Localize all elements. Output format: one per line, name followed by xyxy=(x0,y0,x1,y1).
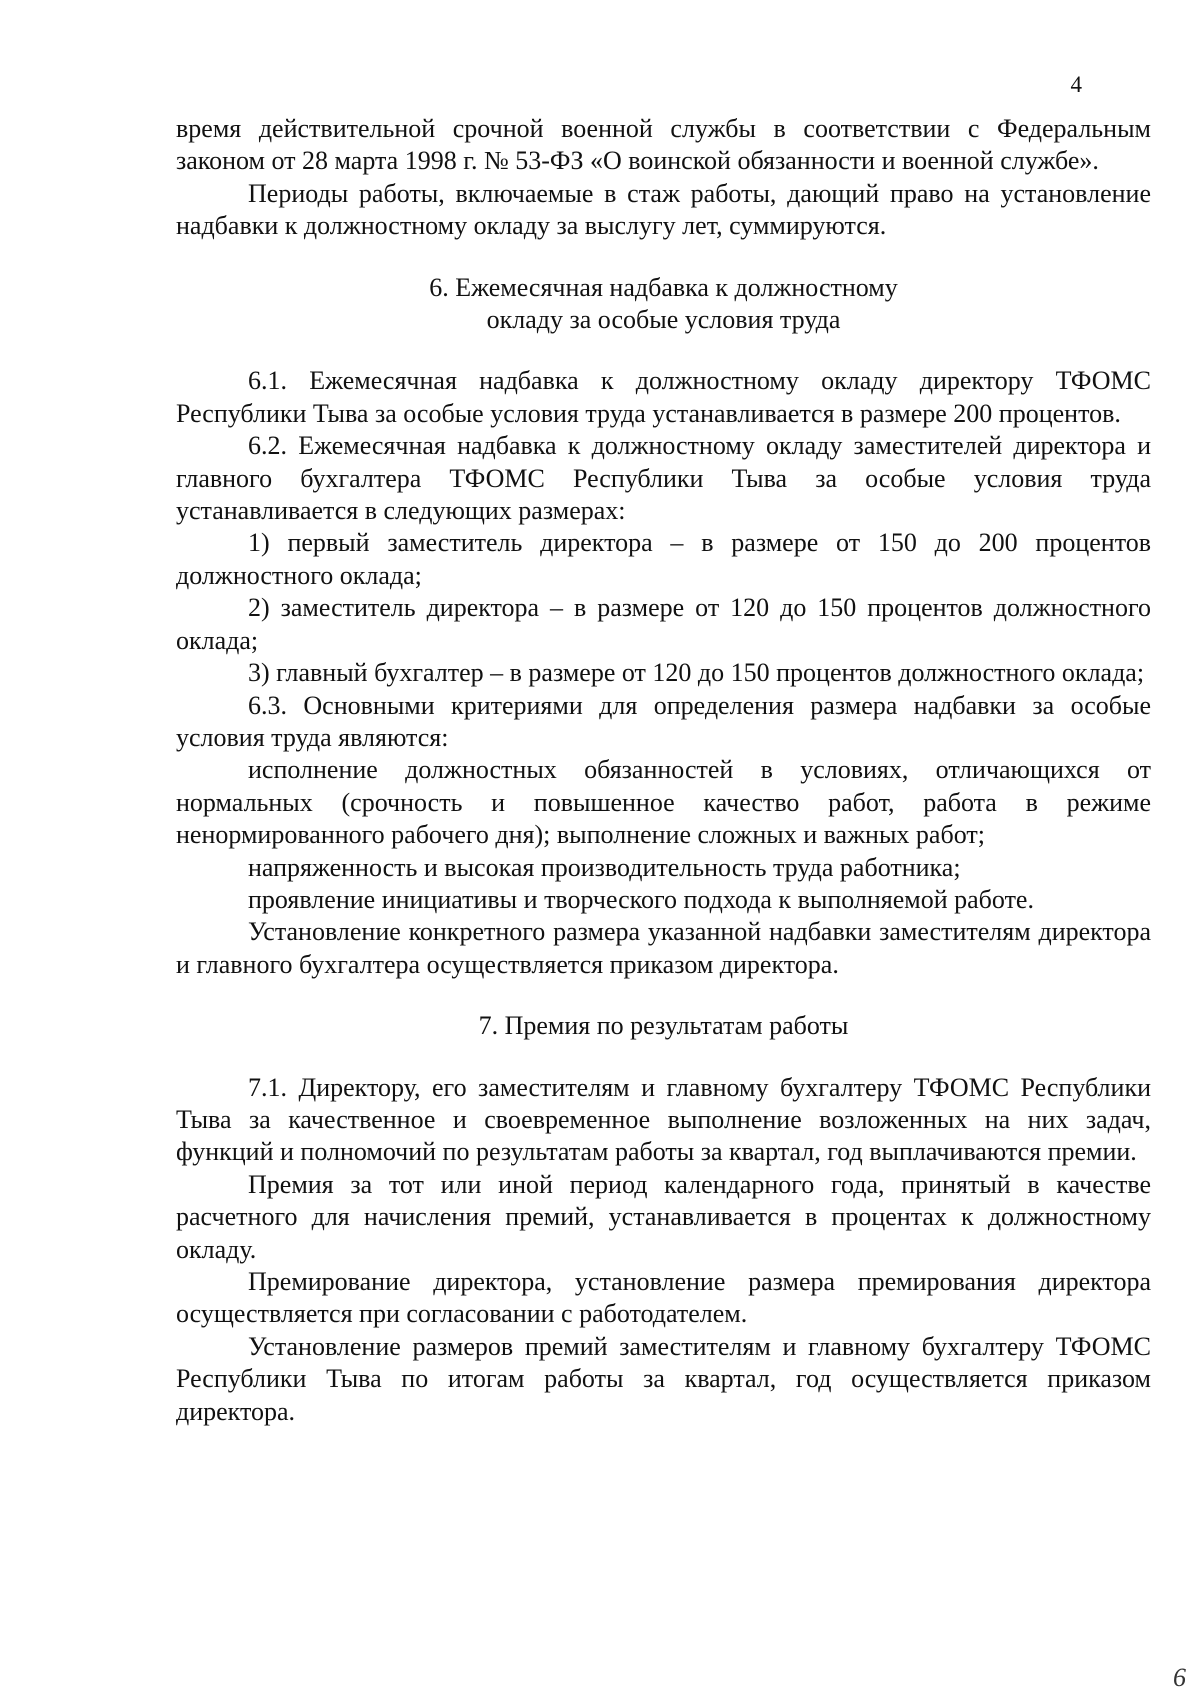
criterion-conditions: исполнение должностных обязанностей в условиях, отличающихся от нормальных (срочность и повышенное качество работ, работа в режиме ненормированного рабочего дня); выполнение сложных и важных работ; xyxy=(176,755,1151,850)
criterion-initiative: проявление инициативы и творческого подхода к выполняемой работе. xyxy=(248,884,1034,914)
paragraph-7-deputies-bonus: Установление размеров премий заместителям и главному бухгалтеру ТФОМС Республики Тыва по итогам работы за квартал, год осуществляется приказом директора. xyxy=(176,1331,1151,1426)
handwritten-page-mark: 6 xyxy=(1173,1663,1186,1692)
paragraph-6-2: 6.2. Ежемесячная надбавка к должностному окладу заместителей директора и главного бухгалтера ТФОМС Республики Тыва за особые условия труда устанавливается в следующих размерах: xyxy=(176,431,1151,526)
list-item-chief-accountant: 3) главный бухгалтер – в размере от 120 до 150 процентов должностного оклада; xyxy=(248,658,1145,688)
section-6-heading xyxy=(176,272,1151,337)
paragraph-7-1: 7.1. Директору, его заместителям и главному бухгалтеру ТФОМС Республики Тыва за качественное и своевременное выполнение возложенных на них задач, функций и полномочий по результатам работы за квартал, год выплачиваются премии. xyxy=(176,1072,1151,1167)
paragraph-7-bonus-period: Премия за тот или иной период календарного года, принятый в качестве расчетного для начисления премий, устанавливается в процентах к должностному окладу. xyxy=(176,1169,1151,1264)
paragraph-6-1: 6.1. Ежемесячная надбавка к должностному окладу директору ТФОМС Республики Тыва за особые условия труда устанавливается в размере 200 процентов. xyxy=(176,366,1151,428)
section-7-heading: 7. Премия по результатам работы xyxy=(478,1011,849,1041)
paragraph-intro-continuation: время действительной срочной военной службы в соответствии с Федеральным законом от 28 марта 1998 г. № 53-ФЗ «О воинской обязанности и военной службе». xyxy=(176,114,1151,176)
section-6-heading-line-1: 6. Ежемесячная надбавка к должностному xyxy=(429,272,898,302)
list-item-deputy: 2) заместитель директора – в размере от 120 до 150 процентов должностного оклада; xyxy=(176,593,1151,655)
document-body xyxy=(176,113,1151,1428)
section-6-heading-line-2: окладу за особые условия труда xyxy=(486,305,841,335)
criterion-intensity: напряженность и высокая производительность труда работника; xyxy=(248,852,961,882)
paragraph-6-3: 6.3. Основными критериями для определения размера надбавки за особые условия труда являются: xyxy=(176,690,1151,752)
paragraph-6-establishment: Установление конкретного размера указанной надбавки заместителям директора и главного бухгалтера осуществляется приказом директора. xyxy=(176,917,1151,979)
paragraph-7-director-bonus: Премирование директора, установление размера премирования директора осуществляется при согласовании с работодателем. xyxy=(176,1267,1151,1329)
list-item-first-deputy: 1) первый заместитель директора – в размере от 150 до 200 процентов должностного оклада; xyxy=(176,528,1151,590)
page-number: 4 xyxy=(1070,72,1082,97)
paragraph-periods: Периоды работы, включаемые в стаж работы, дающий право на установление надбавки к должностному окладу за выслугу лет, суммируются. xyxy=(176,178,1151,241)
